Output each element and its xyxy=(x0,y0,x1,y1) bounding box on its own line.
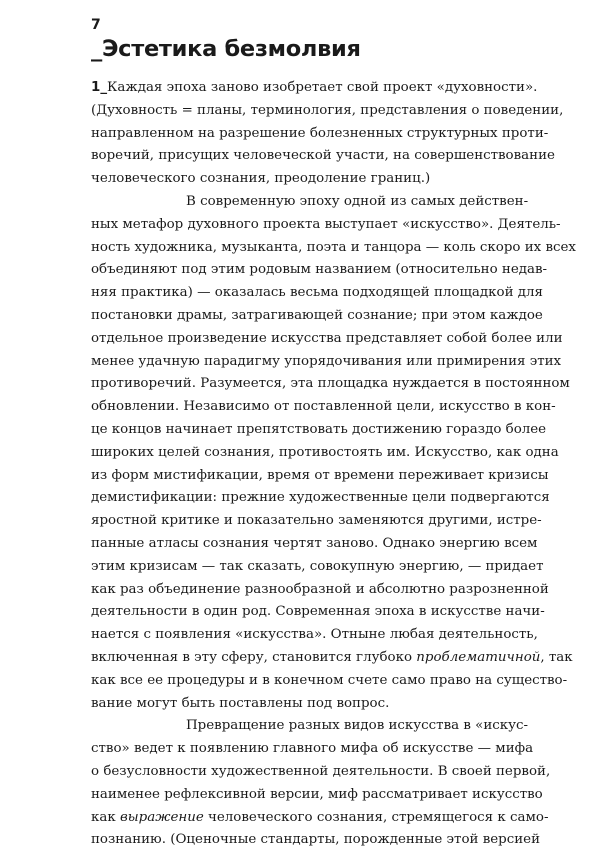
text-line: включенная в эту сферу, становится глубоко проблематичной, так xyxy=(91,649,573,665)
text-line: объединяют под этим родовым названием (относительно недав- xyxy=(91,262,548,278)
text-line: из форм мистификации, время от времени переживает кризисы xyxy=(91,467,549,483)
text-line: панные атласы сознания чертят заново. Однако энергию всем xyxy=(91,535,538,551)
section-number: 1 xyxy=(91,80,101,95)
text-line: этим кризисам — так сказать, совокупную энергию, — придает xyxy=(91,558,544,574)
text-line: нается с появления «искусства». Отныне любая деятельность, xyxy=(91,627,538,643)
chapter-title-mark: _ xyxy=(91,36,102,62)
emphasis-text: проблематичной xyxy=(416,649,541,665)
text-line: человеческого сознания, преодоление границ.) xyxy=(91,171,431,187)
text-line: няя практика) — оказалась весьма подходящей площадкой для xyxy=(91,285,543,301)
text-line: воречий, присущих человеческой участи, на совершенствование xyxy=(91,148,555,164)
emphasis-text: выражение xyxy=(119,809,204,825)
text-line: постановки драмы, затрагивающей сознание; при этом каждое xyxy=(91,307,543,323)
chapter-title xyxy=(91,36,361,62)
text-line: ство» ведет к появлению главного мифа об искусстве — мифа xyxy=(91,741,534,757)
text-line: наименее рефлексивной версии, миф рассматривает искусство xyxy=(91,786,543,802)
text-line: о безусловности художественной деятельности. В своей первой, xyxy=(91,763,551,779)
text-line: направленном на разрешение болезненных структурных проти- xyxy=(91,125,549,141)
text-line: вание могут быть поставлены под вопрос. xyxy=(91,695,390,711)
text-line: противоречий. Разумеется, эта площадка нуждается в постоянном xyxy=(91,376,570,392)
text-line: В современную эпоху одной из самых действен- xyxy=(186,193,529,209)
text-line: обновлении. Независимо от поставленной цели, искусство в кон- xyxy=(91,399,556,415)
chapter-title-text: Эстетика безмолвия xyxy=(101,36,361,62)
text-line: ных метафор духовного проекта выступает «искусство». Деятель- xyxy=(91,216,561,232)
text-line: (Духовность = планы, терминология, представления о поведении, xyxy=(91,102,564,118)
page-number: 7 xyxy=(91,17,101,33)
text-line: деятельности в один род. Современная эпоха в искусстве начи- xyxy=(91,604,545,620)
body-text xyxy=(91,77,576,852)
text-line: демистификации: прежние художественные цели подвергаются xyxy=(91,490,550,506)
text-line: как раз объединение разнообразной и абсолютно разрозненной xyxy=(91,581,549,597)
text-line: Превращение разных видов искусства в «искус- xyxy=(186,718,529,734)
text-line: 1_Каждая эпоха заново изобретает свой проект «духовности». xyxy=(91,80,538,95)
section-mark: _ xyxy=(100,80,108,95)
text-line: как выражение человеческого сознания, стремящегося к само- xyxy=(91,809,549,825)
text-line: как все ее процедуры и в конечном счете само право на существо- xyxy=(91,672,568,688)
text-line: познанию. (Оценочные стандарты, порожденные этой версией xyxy=(91,832,541,848)
text-line: це концов начинает препятствовать достижению гораздо более xyxy=(91,421,547,437)
text-line: яростной критике и показательно заменяются другими, истре- xyxy=(91,513,542,529)
text-line: широких целей сознания, противостоять им. Искусство, как одна xyxy=(91,444,559,460)
text-line: отдельное произведение искусства представляет собой более или xyxy=(91,330,563,346)
text-line: ность художника, музыканта, поэта и танцора — коль скоро их всех xyxy=(91,239,576,255)
text-line: менее удачную парадигму упорядочивания или примирения этих xyxy=(91,353,562,369)
